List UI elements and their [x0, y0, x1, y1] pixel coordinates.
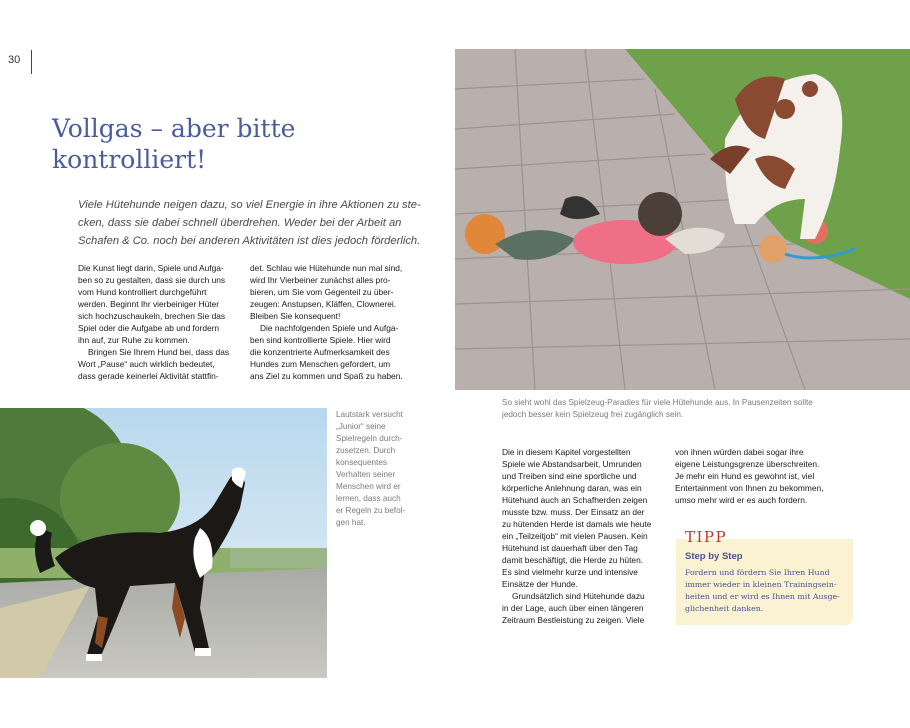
text-column-3	[502, 446, 662, 626]
text-line: vom Hund kontrolliert durchgeführt	[78, 287, 207, 297]
caption-line: gen hat.	[336, 518, 366, 527]
text-line: zeugen: Anstupsen, Kläffen, Clownerei.	[250, 299, 397, 309]
text-line: Bleiben Sie konsequent!	[250, 311, 341, 321]
caption-line: zusetzen. Durch	[336, 446, 396, 455]
text-line: Je mehr ein Hund es gewohnt ist, viel	[675, 471, 815, 481]
text-line: Die nachfolgenden Spiele und Aufga-	[260, 323, 399, 333]
text-line: körperliche Anlehnung daran, was ein	[502, 483, 642, 493]
text-column-4	[675, 446, 835, 506]
text-line: ein „Teilzeitjob“ mit vielen Pausen. Kein	[502, 531, 648, 541]
caption-line: jedoch besser kein Spielzeug frei zugänglich sein.	[502, 410, 684, 419]
text-line: ans Ziel zu kommen und Spaß zu haben.	[250, 371, 403, 381]
caption-line: Verhalten seiner	[336, 470, 396, 479]
text-line: die konzentrierte Aufmerksamkeit des	[250, 347, 390, 357]
text-line: von ihnen würden dabei sogar ihre	[675, 447, 804, 457]
text-line: ben sind kontrollierte Spiele. Hier wird	[250, 335, 391, 345]
caption-line: „Junior“ seine	[336, 422, 386, 431]
caption-line: er Regeln zu befol-	[336, 506, 406, 515]
text-line: Grundsätzlich sind Hütehunde dazu	[512, 591, 645, 601]
caption-line: Spielregeln durch-	[336, 434, 403, 443]
caption-line: Lautstark versucht	[336, 410, 403, 419]
caption-line: konsequentes	[336, 458, 387, 467]
text-column-1	[78, 262, 234, 382]
text-line: Spiel oder die Aufgabe ab und fordern	[78, 323, 220, 333]
page-number: 30	[8, 54, 21, 66]
dog-with-toys-illustration	[455, 49, 910, 390]
text-line: damit beschäftigt, die Herde zu hüten.	[502, 555, 644, 565]
text-line: Spiele wie Abstandsarbeit, Umrunden	[502, 459, 642, 469]
text-line: Hütehund auch an Schafherden zeigen	[502, 495, 648, 505]
intro-paragraph: Viele Hütehunde neigen dazu, so viel Energie in ihre Aktionen zu ste- cken, dass sie dabei schnell überdrehen. Weder bei der Arbeit an Schafen & Co. noch bei anderen Aktivitäten ist dies jedoch förderlich.	[78, 199, 421, 247]
toys-photo-caption	[502, 397, 882, 421]
text-line: sich hochzuschaukeln, brechen Sie das	[78, 311, 226, 321]
toys-photo	[455, 49, 910, 390]
text-line: in der Lage, auch über einen längeren	[502, 603, 644, 613]
tip-text	[685, 567, 845, 615]
text-line: wird Ihr Vierbeiner zunächst alles pro-	[250, 275, 391, 285]
text-line: det. Schlau wie Hütehunde nun mal sind,	[250, 263, 403, 273]
tip-line: immer wieder in kleinen Trainingsein-	[685, 580, 837, 589]
text-line: umso mehr wird er es auch fordern.	[675, 495, 808, 505]
text-line: Einsätze der Hunde.	[502, 579, 578, 589]
title-line-2: kontrolliert!	[52, 145, 207, 174]
text-line: Zeitraum Bestleistung zu zeigen. Viele	[502, 615, 645, 625]
tip-line: glichenheit danken.	[685, 604, 764, 613]
caption-line: So sieht wohl das Spielzeug-Paradies für viele Hütehunde aus. In Pausenzeiten sollte	[502, 398, 813, 407]
text-line: Entertainment von Ihnen zu bekommen,	[675, 483, 824, 493]
text-line: Die Kunst liegt darin, Spiele und Aufga-	[78, 263, 224, 273]
barking-dog-photo	[0, 408, 327, 678]
text-line: Es sind vielmehr kurze und intensive	[502, 567, 638, 577]
tip-subheading: Step by Step	[685, 551, 743, 562]
tip-heading: TIPP	[685, 528, 728, 546]
text-column-2	[250, 262, 415, 382]
text-line: werden. Beginnt Ihr vierbeiniger Hüter	[78, 299, 220, 309]
dog-photo-caption	[336, 409, 410, 529]
text-line: zu hütenden Herde ist damals wie heute	[502, 519, 652, 529]
text-line: Bringen Sie Ihrem Hund bei, dass das	[88, 347, 230, 357]
text-line: und Treiben sind eine sportliche und	[502, 471, 637, 481]
text-line: ihn auf, zur Ruhe zu kommen.	[78, 335, 190, 345]
tip-line: heiten und er wird es Ihnen mit Ausge-	[685, 592, 840, 601]
text-line: Hundes zum Menschen gefordert, um	[250, 359, 391, 369]
barking-dog-illustration	[0, 408, 327, 678]
text-line: Die in diesem Kapitel vorgestellten	[502, 447, 631, 457]
text-line: eigene Leistungsgrenze überschreiten.	[675, 459, 820, 469]
title-line-1: Vollgas – aber bitte	[52, 114, 296, 143]
text-line: Wort „Pause“ auch wirklich bedeutet,	[78, 359, 215, 369]
text-line: Hütehund ist dauerhaft über den Tag	[502, 543, 638, 553]
caption-line: lernen, dass auch	[336, 494, 401, 503]
text-line: bieren, um Sie vom Gegenteil zu über-	[250, 287, 394, 297]
text-line: ben so zu gestalten, dass sie durch uns	[78, 275, 226, 285]
caption-line: Menschen wird er	[336, 482, 401, 491]
tip-line: Fordern und fördern Sie Ihren Hund	[685, 568, 830, 577]
page-title	[52, 113, 342, 175]
text-line: dass gerade keinerlei Aktivität stattfin-	[78, 371, 219, 381]
text-line: musste bzw. muss. Der Einsatz an der	[502, 507, 645, 517]
page-number-divider	[31, 50, 32, 74]
